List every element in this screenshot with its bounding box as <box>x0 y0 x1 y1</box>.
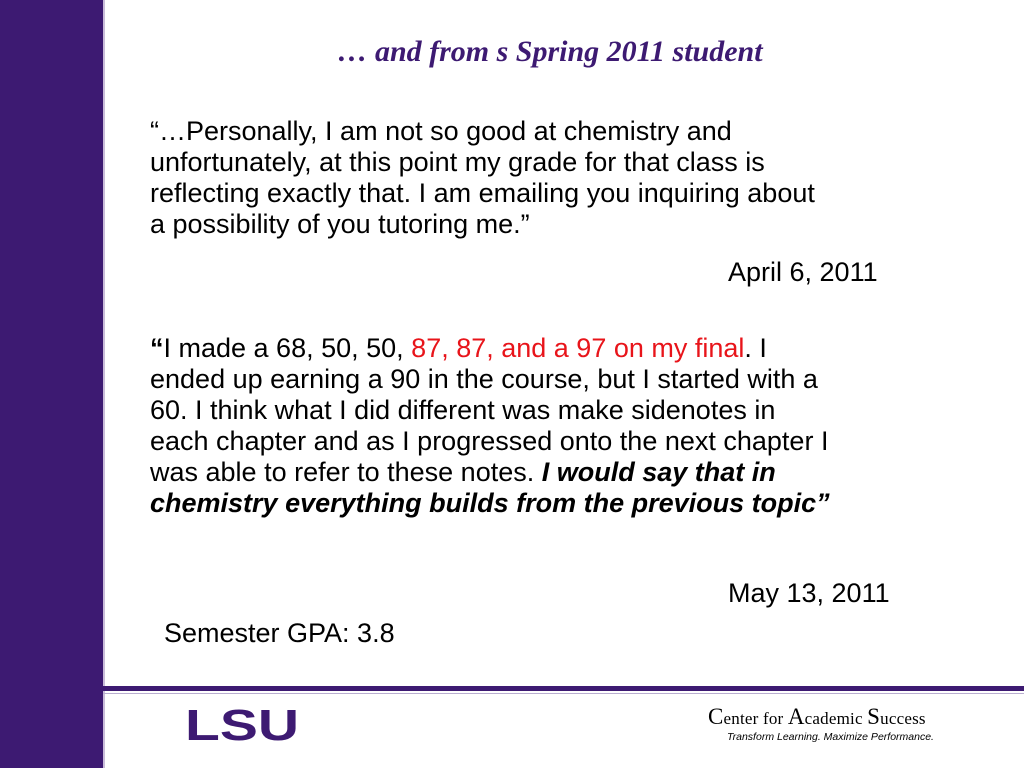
quote-1-line-4: a possibility of you tutoring me.” <box>150 209 530 239</box>
lsu-logo-text: LSU <box>185 706 299 744</box>
lsu-logo <box>185 706 299 744</box>
student-quote-2 <box>150 333 830 519</box>
semester-gpa: Semester GPA: 3.8 <box>164 618 395 648</box>
quote-2-line-5-plain: was able to refer to these notes. <box>150 457 542 487</box>
quote-2-date: May 13, 2011 <box>728 578 890 608</box>
quote-2-grades-highlight: 87, 87, and a 97 on my final <box>411 333 745 363</box>
center-for-academic-success <box>708 704 926 730</box>
cas-tagline: Transform Learning. Maximize Performance. <box>727 731 934 743</box>
cas-rest-1: enter for <box>723 709 788 728</box>
footer-rule <box>103 686 1024 691</box>
quote-2-grades-plain: I made a 68, 50, 50, <box>163 333 412 363</box>
quote-1-date: April 6, 2011 <box>728 257 878 287</box>
left-purple-bar <box>0 0 103 768</box>
quote-2-line-2: ended up earning a 90 in the course, but I started with a <box>150 364 818 394</box>
quote-2-line-4: each chapter and as I progressed onto the next chapter I <box>150 426 829 456</box>
quote-2-line-1 <box>150 333 830 364</box>
quote-2-line-6: chemistry everything builds from the previous topic” <box>150 488 830 518</box>
quote-2-line-5 <box>150 457 830 488</box>
quote-2-line-3: 60. I think what I did different was make sidenotes in <box>150 395 776 425</box>
quote-2-line-1-tail: . I <box>744 333 767 363</box>
quote-1-line-3: reflecting exactly that. I am emailing you inquiring about <box>150 178 815 208</box>
cas-rest-2: cademic <box>804 709 868 728</box>
quote-2-open-mark: “ <box>150 333 164 363</box>
slide-title: … and from s Spring 2011 student <box>337 35 763 68</box>
cas-cap-a: A <box>787 704 805 729</box>
footer-rule-thin <box>103 693 1024 694</box>
left-bar-edge <box>103 0 105 768</box>
cas-cap-s: S <box>867 704 881 729</box>
quote-1-line-2: unfortunately, at this point my grade for that class is <box>150 147 765 177</box>
cas-rest-3: uccess <box>880 709 926 728</box>
cas-cap-c: C <box>708 704 724 729</box>
quote-1-line-1: “…Personally, I am not so good at chemistry and <box>150 116 732 146</box>
quote-2-line-5-emphasis: I would say that in <box>541 457 776 487</box>
student-quote-1 <box>150 116 815 240</box>
